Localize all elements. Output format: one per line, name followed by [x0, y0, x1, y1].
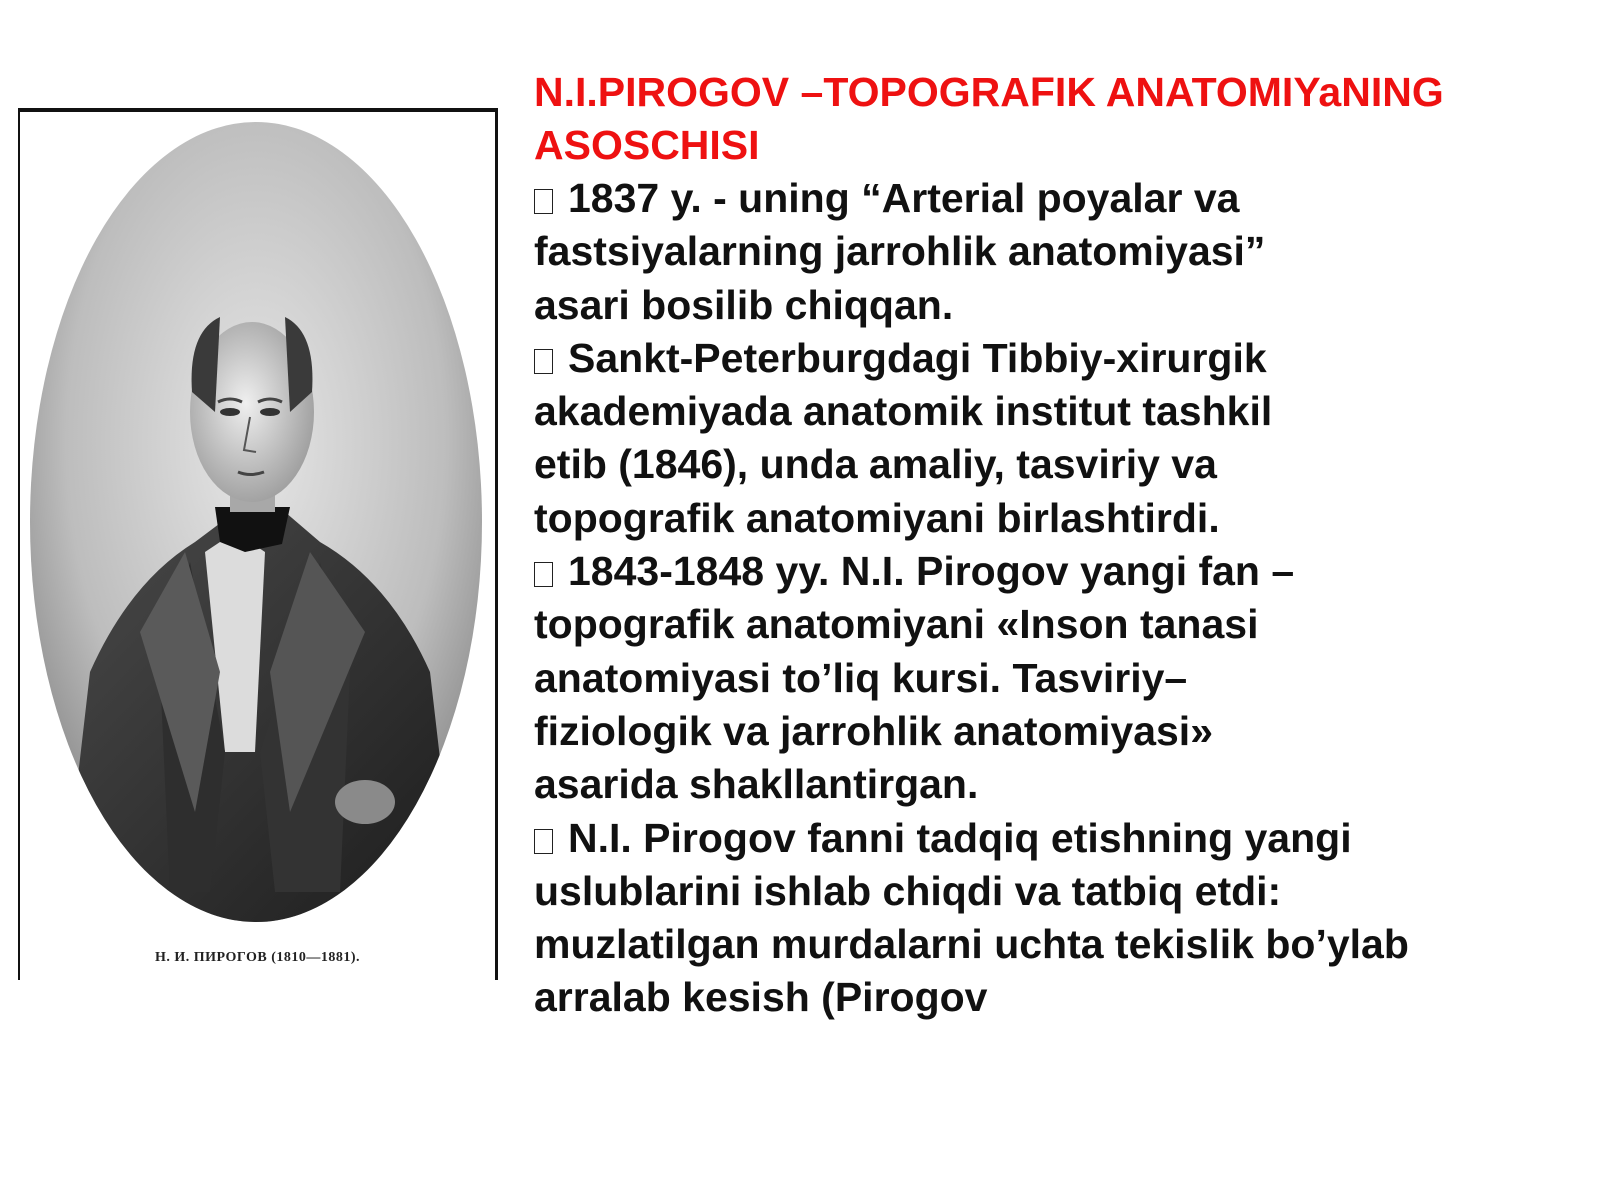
bullet-line: arralab kesish (Pirogov: [534, 974, 988, 1021]
slide-title: N.I.PIROGOV –TOPOGRAFIK ANATOMIYaNING ASOSCHISI: [534, 69, 1444, 168]
bullet-line: asari bosilib chiqqan.: [534, 281, 954, 328]
portrait-caption: Н. И. ПИРОГОВ (1810—1881).: [154, 950, 361, 965]
bullet-line: muzlatilgan murdalarni uchta tekislik bo’ylab: [534, 921, 1409, 968]
bullet-line: N.I. Pirogov fanni tadqiq etishning yangi: [568, 814, 1352, 861]
bullet-line: 1837 y. - uning “Arterial poyalar va: [568, 175, 1240, 221]
bullet-item: [534, 545, 1584, 811]
bullet-line: Sankt-Peterburgdagi Tibbiy-xirurgik: [568, 334, 1267, 381]
empty-square-icon: [534, 829, 553, 854]
bullet-line: etib (1846), unda amaliy, tasviriy va: [534, 441, 1217, 488]
slide-text: [534, 66, 1584, 1025]
bullet-item: [534, 332, 1584, 545]
bullet-line: 1843-1848 yy. N.I. Pirogov yangi fan –: [568, 548, 1295, 595]
empty-square-icon: [534, 562, 553, 587]
empty-square-icon: [534, 189, 553, 214]
bullet-line: anatomiyasi to’liq kursi. Tasviriy–: [534, 654, 1188, 701]
pirogov-portrait-engraving: [20, 112, 496, 980]
bullet-line: uslublarini ishlab chiqdi va tatbiq etdi:: [534, 867, 1282, 914]
bullet-line: topografik anatomiyani «Inson tanasi: [534, 601, 1259, 648]
bullet-line: asarida shakllantirgan.: [534, 761, 979, 808]
bullet-line: akademiyada anatomik institut tashkil: [534, 388, 1273, 435]
bullet-line: fiziologik va jarrohlik anatomiyasi»: [534, 707, 1214, 754]
bullet-item: [534, 812, 1584, 1025]
bullet-line: topografik anatomiyani birlashtirdi.: [534, 494, 1220, 541]
empty-square-icon: [534, 349, 553, 374]
bullet-item: [534, 172, 1584, 332]
portrait-image: [18, 108, 498, 980]
bullet-line: fastsiyalarning jarrohlik anatomiyasi”: [534, 228, 1266, 275]
